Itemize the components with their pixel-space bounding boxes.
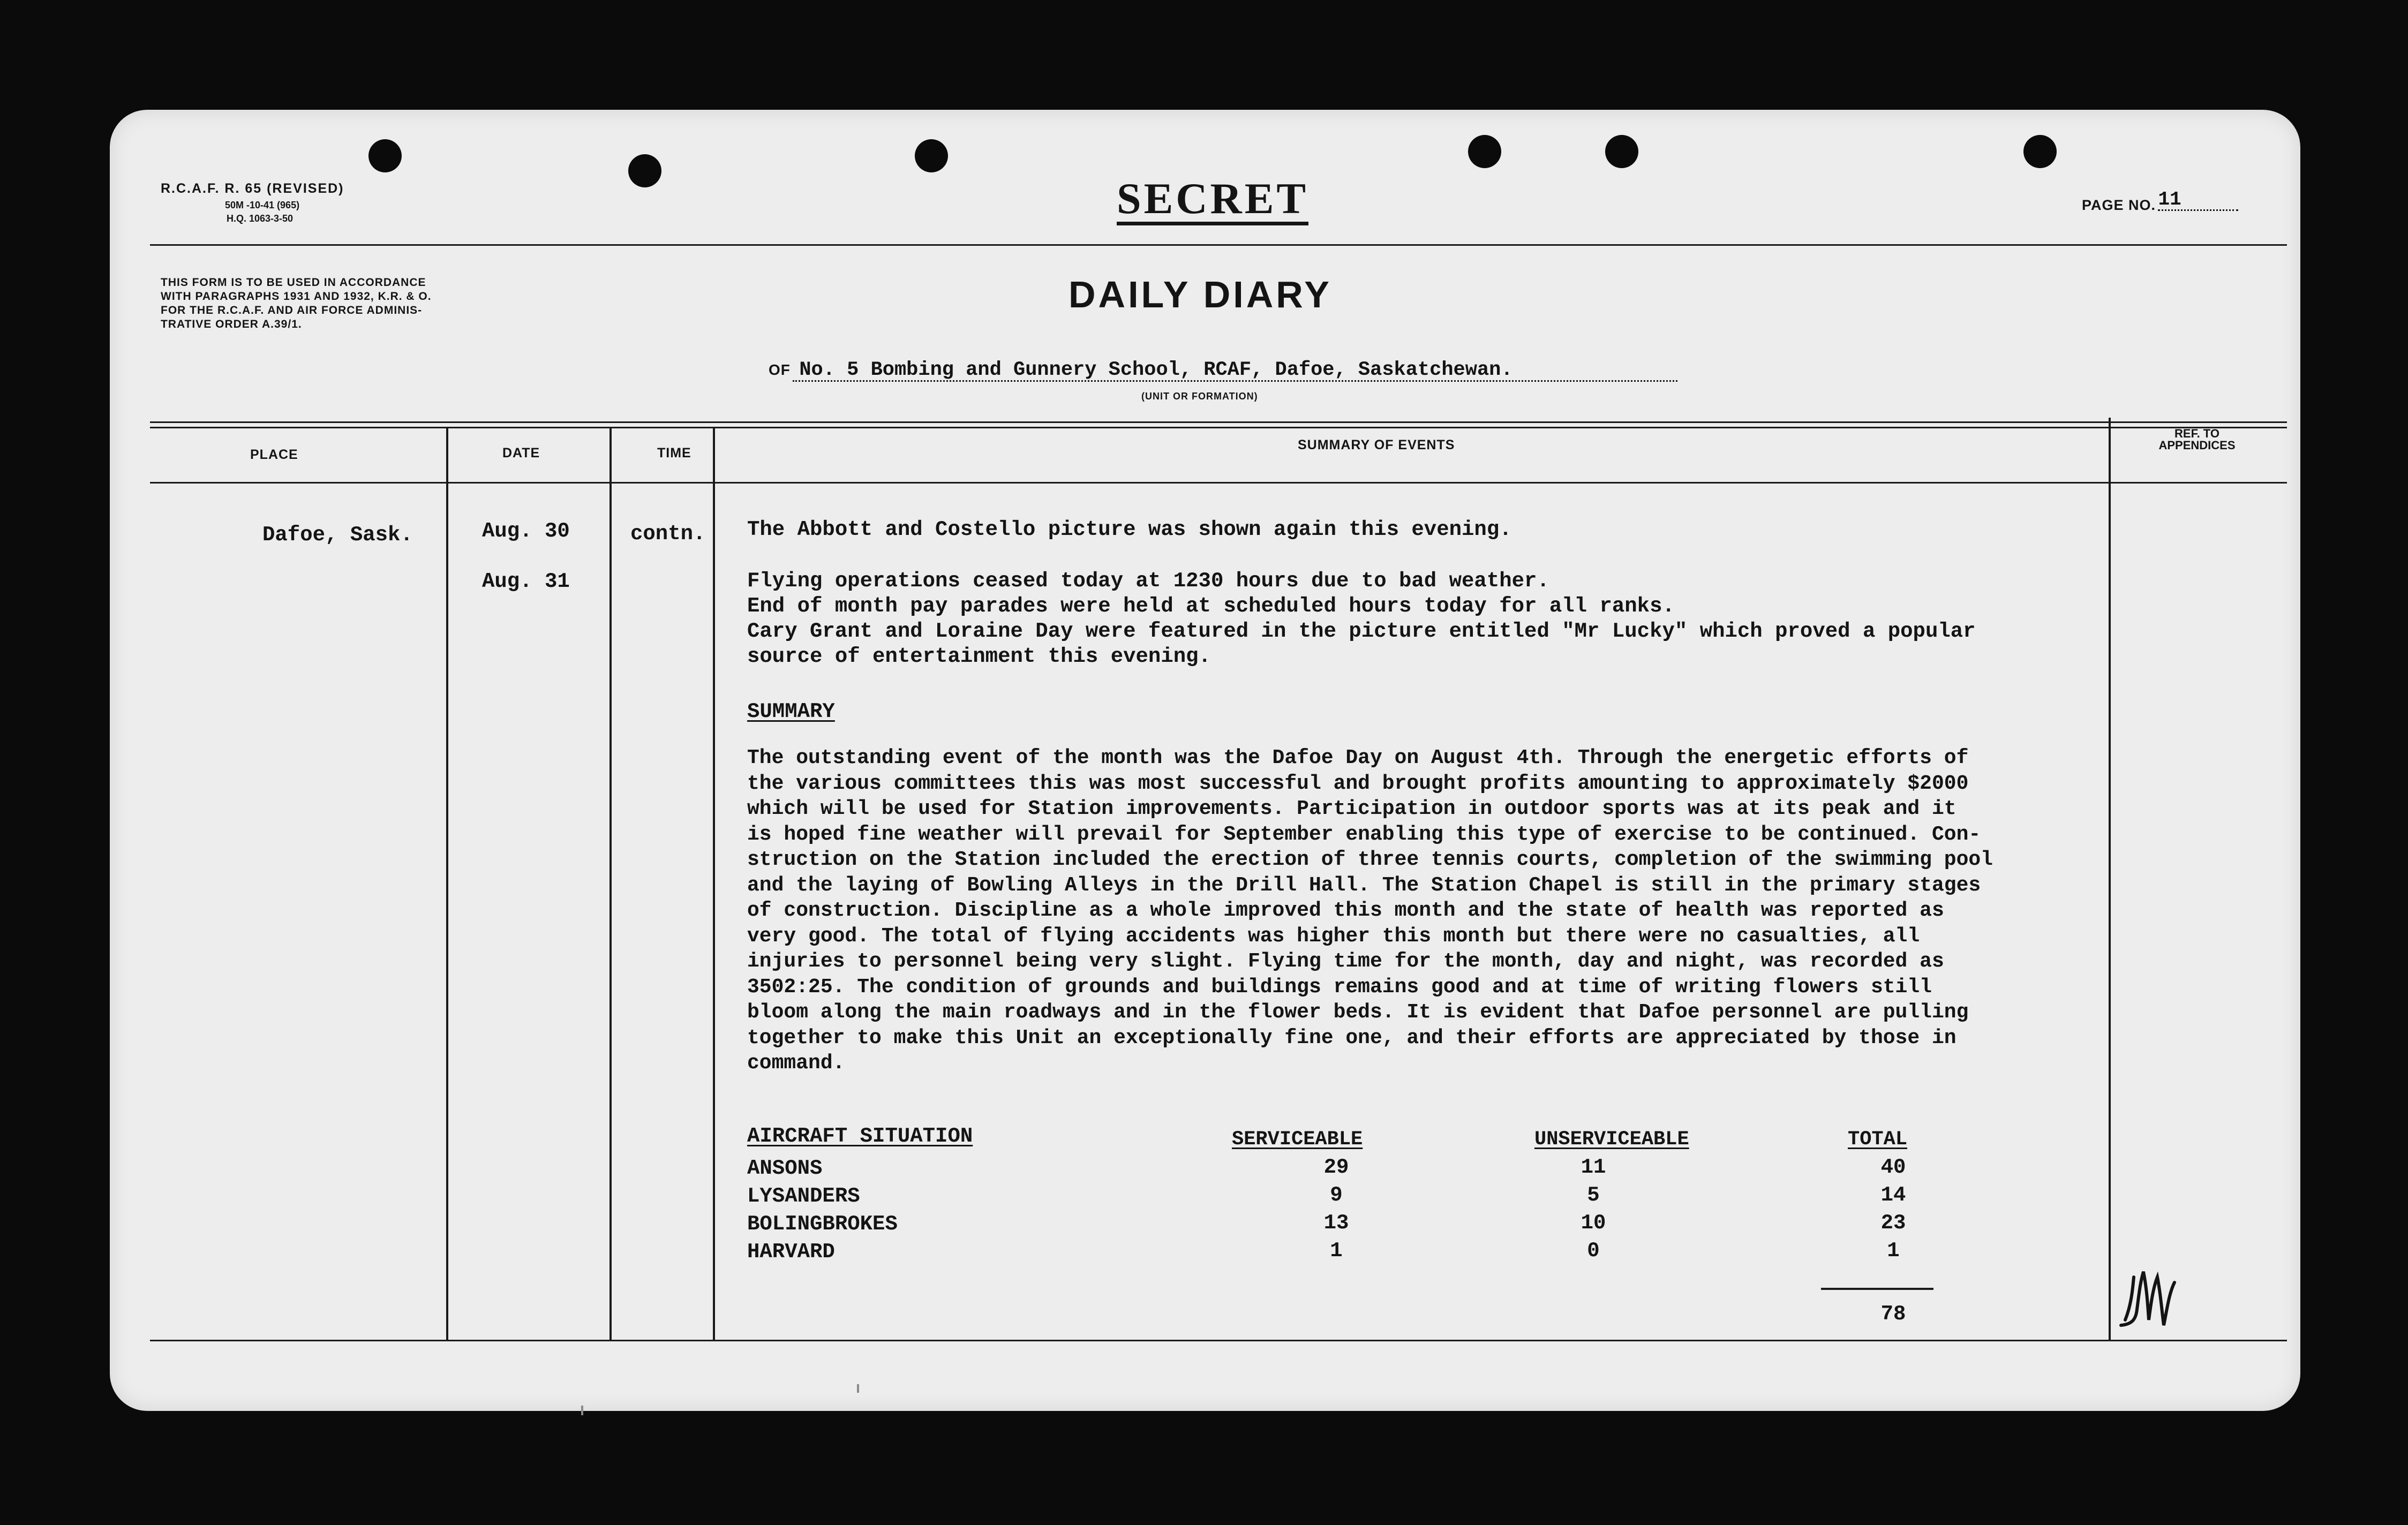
total-value: 40 [1880, 1156, 1906, 1179]
page-number-field [2082, 188, 2238, 216]
summary-line: command. [747, 1052, 845, 1075]
total-value: 14 [1880, 1183, 1906, 1207]
summary-line: the various committees this was most successful and brought profits amounting to approximately $2000 [747, 772, 1969, 795]
binder-hole [368, 139, 402, 172]
column-divider [2109, 418, 2111, 1340]
unserviceable-value: 11 [1581, 1156, 1606, 1179]
date-cell: Aug. 30 [482, 519, 570, 543]
binder-hole [628, 154, 661, 187]
place-cell: Dafoe, Sask. [262, 523, 413, 547]
page-label: PAGE NO. [2082, 197, 2156, 213]
entry-line: Flying operations ceased today at 1230 hours due to bad weather. [747, 569, 1549, 593]
diary-form-card [110, 110, 2300, 1411]
aug30-entry: The Abbott and Costello picture was shown again this evening. [747, 518, 1512, 541]
column-header-time: TIME [657, 446, 691, 460]
time-cell: contn. [630, 522, 706, 546]
summary-line: and the laying of Bowling Alleys in the Drill Hall. The Station Chapel is still in the primary stages [747, 873, 1981, 897]
entry-line: End of month pay parades were held at scheduled hours today for all ranks. [747, 594, 1675, 618]
column-header-place: PLACE [250, 447, 298, 462]
aircraft-name: LYSANDERS [747, 1184, 860, 1208]
unit-name: No. 5 Bombing and Gunnery School, RCAF, Dafoe, Saskatchewan. [793, 360, 1677, 382]
ref-line1: REF. TO [2174, 427, 2219, 440]
aircraft-heading: AIRCRAFT SITUATION [747, 1124, 973, 1148]
total-header: TOTAL [1848, 1128, 1908, 1151]
column-header-summary: SUMMARY OF EVENTS [1298, 437, 1455, 452]
form-ref-line2: 50M -10-41 (965) [225, 200, 300, 210]
summary-line: together to make this Unit an exceptionally fine one, and their efforts are appreciated by those in [747, 1026, 1956, 1050]
column-divider [713, 427, 715, 1340]
binder-hole [1468, 135, 1501, 168]
unserviceable-value: 0 [1587, 1239, 1600, 1263]
serviceable-value: 1 [1330, 1239, 1343, 1263]
total-value: 23 [1880, 1211, 1906, 1235]
serviceable-value: 29 [1323, 1156, 1349, 1179]
binder-hole [1605, 135, 1638, 168]
summary-line: very good. The total of flying accidents was higher this month but there were no casualties, all [747, 924, 1920, 948]
form-ref-line3: H.Q. 1063-3-50 [227, 213, 294, 224]
table-top-rule [150, 421, 2287, 423]
ref-line2: APPENDICES [2158, 439, 2236, 452]
aircraft-name: ANSONS [747, 1157, 823, 1180]
unserviceable-header: UNSERVICEABLE [1534, 1128, 1689, 1151]
column-header-date: DATE [502, 446, 540, 460]
binder-hole [2023, 135, 2057, 168]
table-bottom-rule [150, 1340, 2287, 1341]
of-label: OF [769, 361, 791, 378]
paper-speck [581, 1406, 583, 1415]
aug31-entry [747, 569, 1976, 669]
summary-line: which will be used for Station improvements. Participation in outdoor sports was at its peak and it [747, 797, 1956, 820]
serviceable-header: SERVICEABLE [1232, 1128, 1363, 1151]
table-top-rule [150, 427, 2287, 428]
header-rule [150, 244, 2287, 246]
page-number: 11 [2158, 190, 2238, 211]
column-divider [446, 427, 448, 1340]
summary-line: 3502:25. The condition of grounds and buildings remains good and at time of writing flowers still [747, 975, 1932, 999]
column-header-ref [2143, 428, 2251, 451]
date-cell: Aug. 31 [482, 570, 570, 593]
instruction-line: FOR THE R.C.A.F. AND AIR FORCE ADMINIS- [161, 304, 423, 316]
summary-paragraph [747, 748, 1993, 1079]
entry-line: Cary Grant and Loraine Day were featured in the picture entitled "Mr Lucky" which proved a popular [747, 620, 1976, 643]
header-row-rule [150, 482, 2287, 484]
form-title: DAILY DIARY [1068, 274, 1332, 315]
form-ref-line1: R.C.A.F. R. 65 (REVISED) [161, 181, 344, 196]
entry-line: source of entertainment this evening. [747, 645, 1211, 668]
summary-heading: SUMMARY [747, 700, 835, 723]
paper-speck [857, 1384, 859, 1393]
serviceable-value: 9 [1330, 1183, 1343, 1207]
form-instruction [161, 276, 432, 331]
summary-line: The outstanding event of the month was the Dafoe Day on August 4th. Through the energetic efforts of [747, 746, 1969, 769]
binder-hole [915, 139, 948, 172]
summary-line: struction on the Station included the erection of three tennis courts, completion of the swimming pool [747, 848, 1993, 871]
aircraft-name: BOLINGBROKES [747, 1212, 898, 1236]
secret-stamp: SECRET [1117, 177, 1308, 225]
column-divider [609, 427, 612, 1340]
total-rule [1821, 1288, 1933, 1290]
unserviceable-value: 5 [1587, 1183, 1600, 1207]
summary-line: injuries to personnel being very slight. Flying time for the month, day and night, was recorded as [747, 950, 1944, 973]
instruction-line: THIS FORM IS TO BE USED IN ACCORDANCE [161, 276, 426, 289]
summary-line: is hoped fine weather will prevail for September enabling this type of exercise to be continued. Con- [747, 822, 1981, 846]
total-value: 1 [1887, 1239, 1900, 1263]
unit-field [769, 360, 1677, 382]
summary-line: of construction. Discipline as a whole improved this month and the state of health was reported as [747, 899, 1944, 922]
unserviceable-value: 10 [1581, 1211, 1606, 1235]
form-reference [161, 181, 344, 224]
unit-caption: (UNIT OR FORMATION) [1141, 391, 1258, 402]
instruction-line: WITH PARAGRAPHS 1931 AND 1932, K.R. & O. [161, 290, 432, 303]
instruction-line: TRATIVE ORDER A.39/1. [161, 318, 302, 330]
initials-signature [2116, 1261, 2196, 1336]
summary-line: bloom along the main roadways and in the flower beds. It is evident that Dafoe personnel are pulling [747, 1001, 1969, 1024]
serviceable-value: 13 [1323, 1211, 1349, 1235]
grand-total: 78 [1880, 1302, 1906, 1326]
aircraft-name: HARVARD [747, 1240, 835, 1264]
